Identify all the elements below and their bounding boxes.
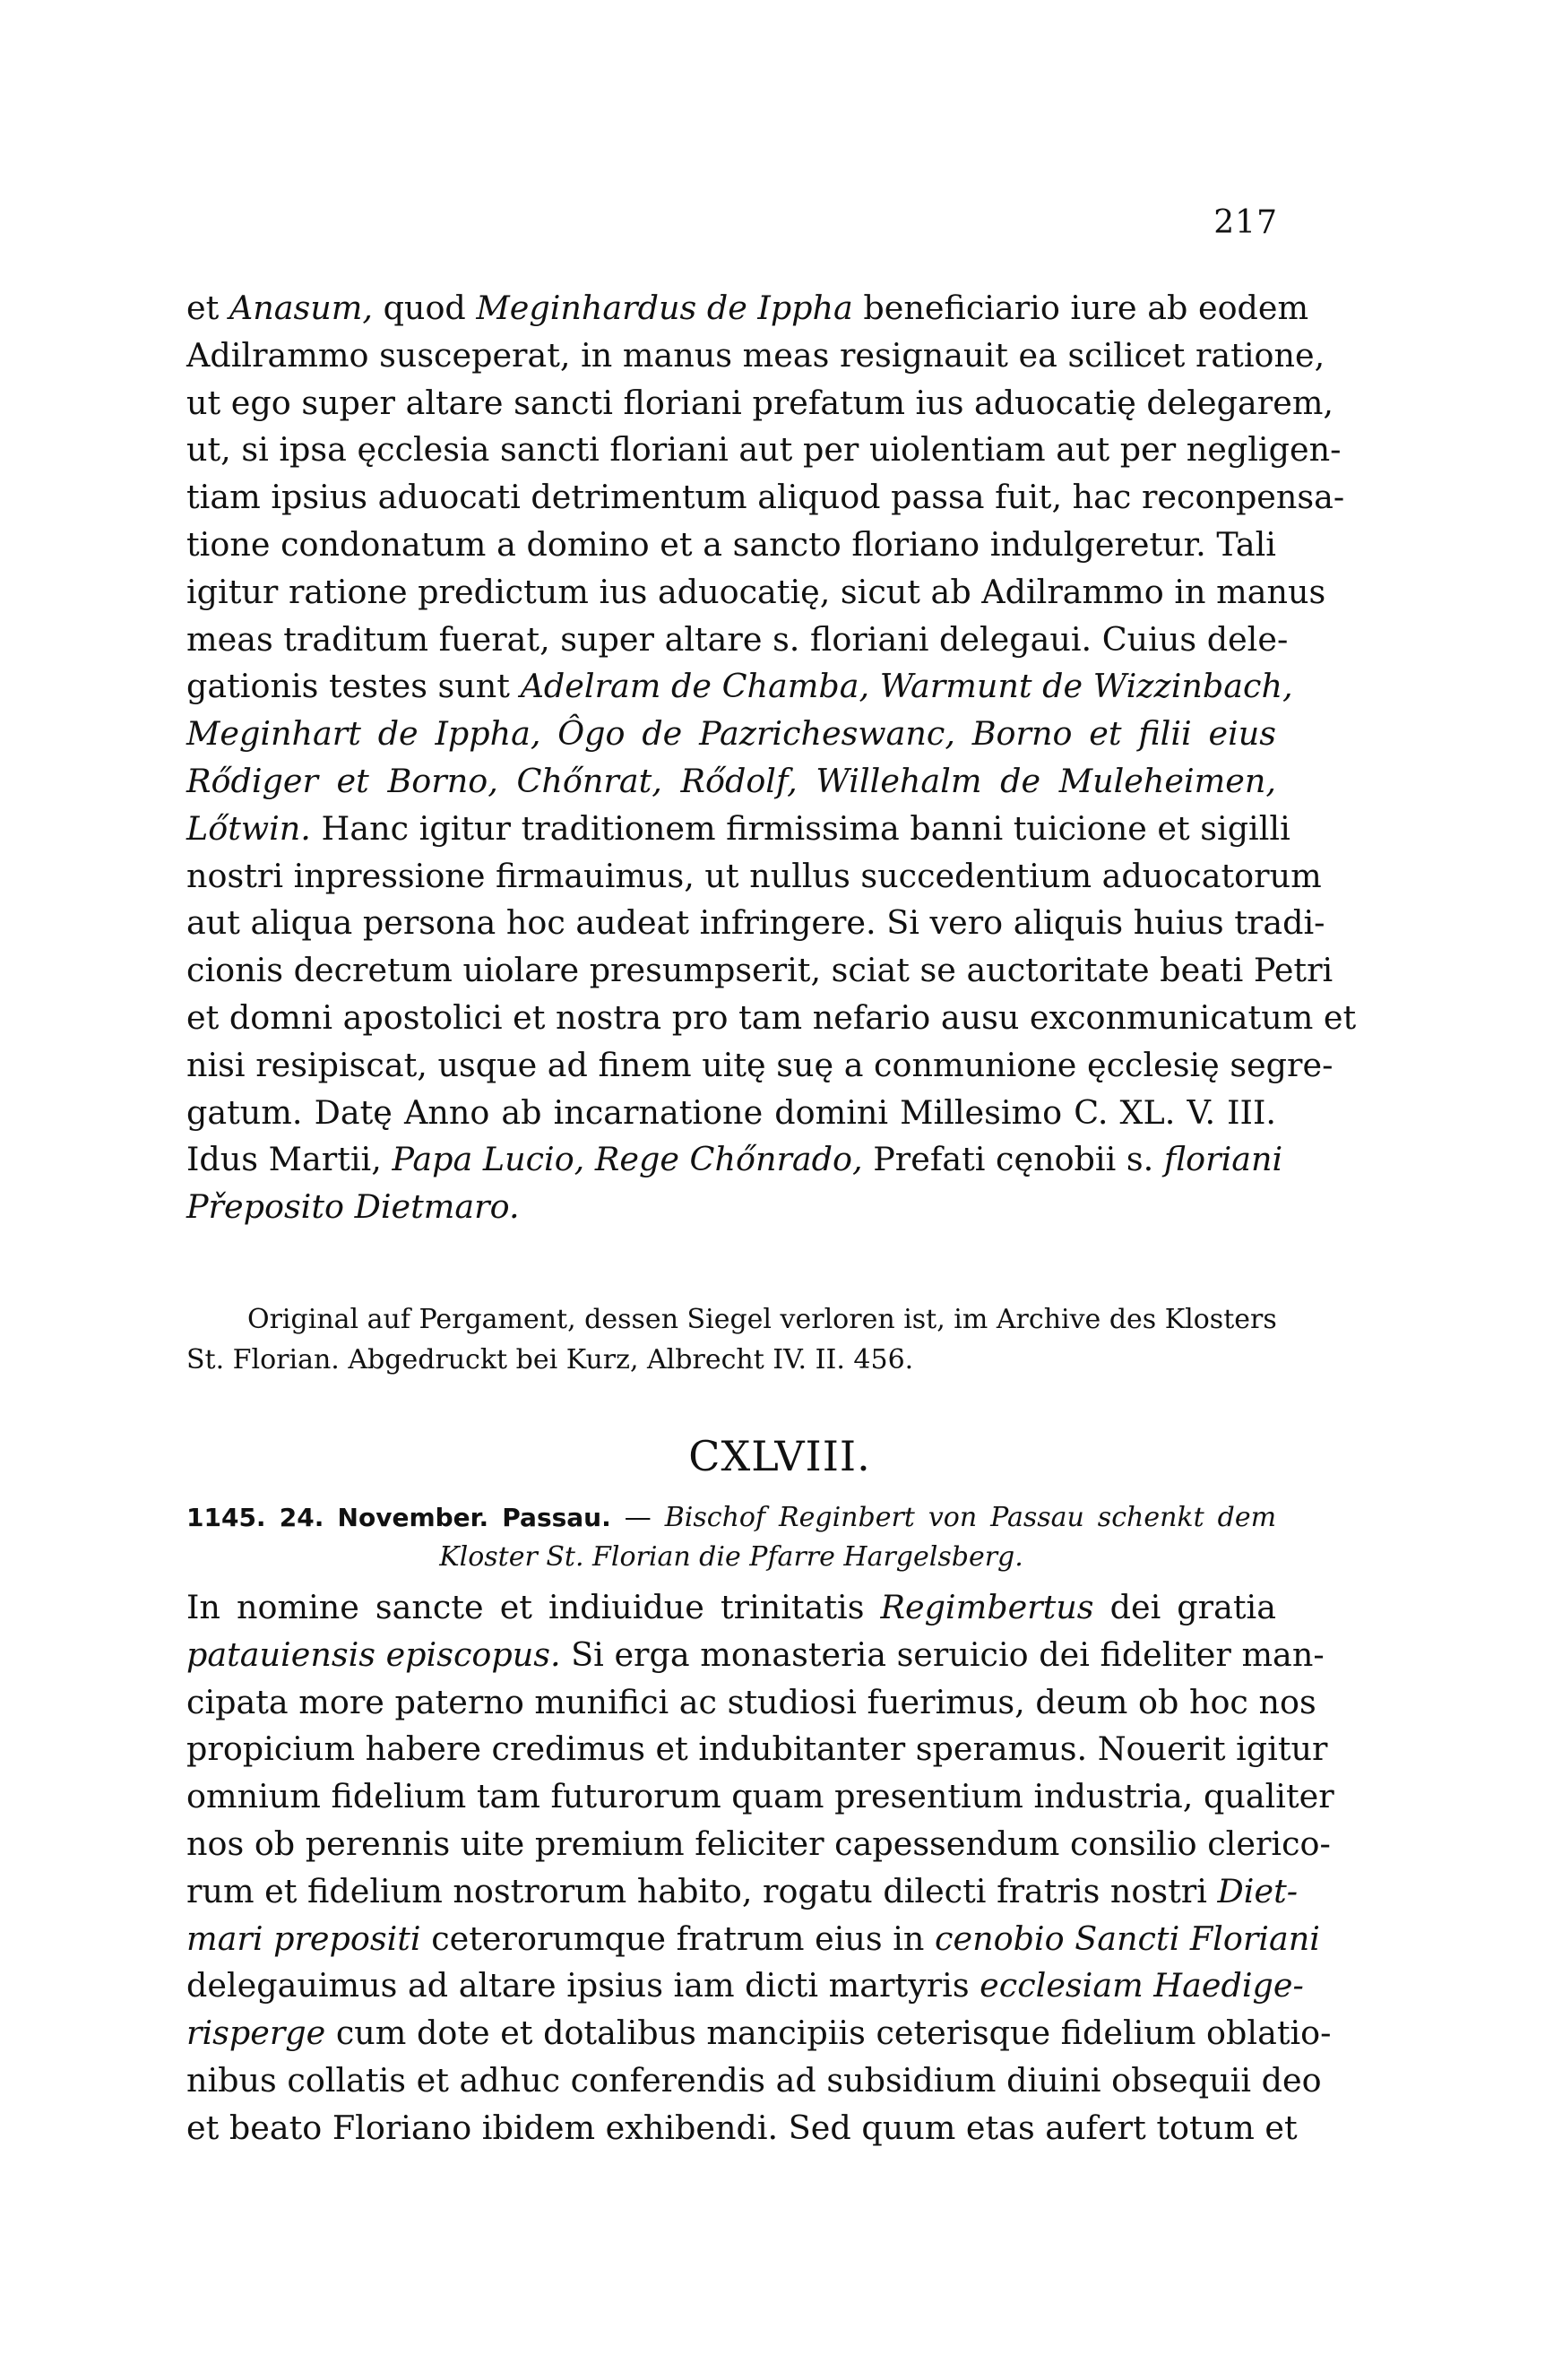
archival-note-line: Original auf Pergament, dessen Siegel verloren ist, im Archive des Klosters (247, 1304, 1277, 1335)
italic-name: patauiensis episcopus. (186, 1634, 561, 1674)
italic-name: ecclesiam Haedige- (980, 1966, 1304, 2005)
italic-name: floriani (1163, 1140, 1283, 1179)
text-line: et domni apostolici et nostra pro tam nefario ausu exconmunicatum et (186, 997, 1357, 1037)
document-header-line (186, 1498, 1276, 1538)
summary-line: Bischof Reginbert von Passau schenkt dem (664, 1502, 1277, 1533)
text-line: et beato Floriano ibidem exhibendi. Sed quum etas aufert totum et (186, 2108, 1298, 2147)
date-place: 1145. 24. November. Passau. (186, 1503, 611, 1532)
italic-name: Meginhardus de Ippha (476, 289, 853, 327)
italic-name: Lőtwin. (186, 808, 311, 848)
text-line: Lőtwin. Hanc igitur traditionem firmissima banni tuicione et sigilli (186, 808, 1290, 848)
italic-name: cenobio Sancti Floriani (935, 1919, 1320, 1958)
text-line (186, 758, 1276, 806)
italic-name: Diet- (1217, 1871, 1299, 1910)
text-line (186, 1184, 1276, 1231)
text-line: In nomine sancte et indiuidue trinitatis Regimbertus dei gratia (186, 1588, 1276, 1626)
text-line: Adilrammo susceperat, in manus meas resignauit ea scilicet ratione, (186, 335, 1325, 375)
page-number: 217 (1213, 204, 1278, 241)
text-line: nos ob perennis uite premium feliciter capessendum consilio clerico- (186, 1824, 1331, 1863)
italic-name: mari prepositi (186, 1919, 421, 1958)
text-line: igitur ratione predictum ius aduocatię, sicut ab Adilrammo in manus (186, 572, 1326, 611)
text-line: rum et fidelium nostrorum habito, rogatu dilecti fratris nostri Diet- (186, 1871, 1299, 1910)
archival-note (186, 1299, 1277, 1380)
text-line: et Anasum, quod Meginhardus de Ippha beneficiario iure ab eodem (186, 289, 1309, 327)
text-line: nibus collatis et adhuc conferendis ad subsidium diuini obsequii deo (186, 2060, 1322, 2100)
text-line: ut ego super altare sancti floriani prefatum ius aduocatię delegarem, (186, 383, 1334, 422)
text-line: mari prepositi ceterorumque fratrum eius in cenobio Sancti Floriani (186, 1919, 1320, 1958)
dash: — (624, 1502, 652, 1533)
italic-name: Adelram de Chamba, Warmunt de Wizzinbach, (520, 667, 1293, 706)
text-line (186, 711, 1276, 758)
text-line: propicium habere credimus et indubitanter speramus. Nouerit igitur (186, 1729, 1328, 1769)
text-line: Idus Martii, Papa Lucio, Rege Chőnrado, Prefati cęnobii s. floriani (186, 1140, 1283, 1179)
text-line: risperge cum dote et dotalibus mancipiis ceterisque fidelium oblatio- (186, 2014, 1332, 2053)
italic-name: Rődiger et Borno, Chőnrat, Rődolf, Willehalm de Muleheimen, (186, 761, 1276, 800)
text-line: ut, si ipsa ęcclesia sancti floriani aut per uiolentiam aut per negligen- (186, 430, 1342, 470)
text-line: patauiensis episcopus. Si erga monasteria seruicio dei fideliter man- (186, 1634, 1325, 1674)
italic-name: Anasum, (229, 289, 373, 327)
italic-name: Regimbertus (880, 1588, 1094, 1626)
italic-name: Přeposito Dietmaro. (186, 1187, 520, 1227)
text-line: delegauimus ad altare ipsius iam dicti martyris ecclesiam Haedige- (186, 1966, 1304, 2005)
text-line: nostri inpressione firmauimus, ut nullus succedentium aduocatorum (186, 856, 1322, 895)
text-line: tione condonatum a domino et a sancto floriano indulgeretur. Tali (186, 524, 1276, 564)
charter-text-part-1 (186, 285, 1357, 1231)
summary-line: Kloster St. Florian die Pfarre Hargelsberg. (439, 1541, 1023, 1573)
document-header (186, 1498, 1276, 1577)
text-line: cipata more paterno munifici ac studiosi fuerimus, deum ob hoc nos (186, 1682, 1316, 1721)
text-line: aut aliqua persona hoc audeat infringere. Si vero aliquis huius tradi- (186, 903, 1325, 943)
archival-note-line: St. Florian. Abgedruckt bei Kurz, Albrecht IV. II. 456. (186, 1344, 914, 1375)
italic-name: Papa Lucio, Rege Chőnrado, (392, 1140, 863, 1179)
text-line: tiam ipsius aduocati detrimentum aliquod passa fuit, hac reconpensa- (186, 478, 1345, 517)
text-line: meas traditum fuerat, super altare s. floriani delegaui. Cuius dele- (186, 619, 1289, 659)
text-line: cionis decretum uiolare presumpserit, sciat se auctoritate beati Petri (186, 951, 1334, 990)
text-line: gatum. Datę Anno ab incarnatione domini Millesimo C. XL. V. III. (186, 1092, 1276, 1132)
charter-text-part-2 (186, 1584, 1334, 2152)
text-line: omnium fidelium tam futurorum quam presentium industria, qualiter (186, 1777, 1334, 1816)
text-line: nisi resipiscat, usque ad finem uitę suę a conmunione ęcclesię segre- (186, 1045, 1334, 1084)
document-number: CXLVIII. (688, 1432, 871, 1480)
italic-name: Meginhart de Ippha, Ôgo de Pazricheswanc, Borno et filii eius (186, 714, 1276, 754)
text-line: gationis testes sunt Adelram de Chamba, Warmunt de Wizzinbach, (186, 667, 1293, 706)
italic-name: risperge (186, 2014, 326, 2053)
